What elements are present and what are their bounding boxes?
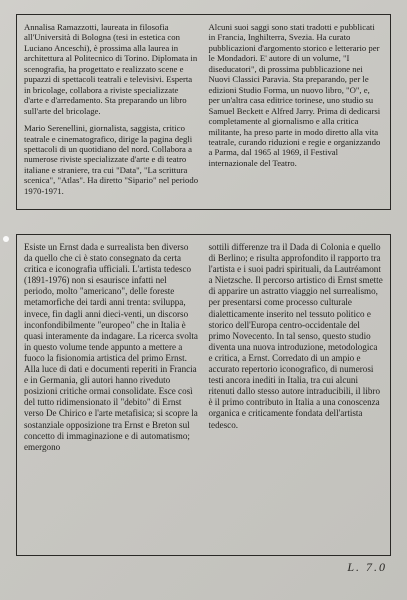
bio-right-column	[209, 22, 384, 203]
price-code: L. 7.0	[347, 560, 387, 574]
description-left-column	[24, 242, 199, 549]
description-left-text: Esiste un Ernst dada e surrealista ben diverso da quello che ci è stato consegnato da certa critica e iconografia ufficiali. L'artista tedesco (1891-1976) non si esaurisce infatti nel periodo, molto "americano", delle foreste metamorfiche dei tardi anni trenta: sviluppa, invece, fin dagli anni dieci-venti, un discorso inconfondibilmente "europeo" che in Italia è quasi interamente da indagare. La ricerca svolta in questo volume tende appunto a mettere a fuoco la fisionomia artistica del primo Ernst. Alla luce di dati e documenti reperiti in Francia e in Germania, gli autori hanno riveduto posizioni critiche ormai consolidate. Esce così del tutto ridimensionato il "debito" di Ernst verso De Chirico e l'arte metafisica; si scopre la sostanziale opposizione tra Ernst e Breton sul concetto di immaginazione e di automatismo; emergono	[24, 242, 198, 452]
book-description-box	[16, 234, 391, 556]
description-right-text: sottili differenze tra il Dada di Colonia e quello di Berlino; e risulta approfondito il rapporto tra l'artista e i suoi padri spirituali, da Lautréamont a Nietzsche. Il percorso artistico di Ernst smette di apparire un astratto viaggio nel surrealismo, per presentarsi come processo culturale dialetticamente inserito nel tessuto politico e storico dell'Europa centro-occidentale del primo Novecento. In tal senso, questo studio diventa una nuova introduzione, metodologica e critica, a Ernst. Corredato di un ampio e accurato repertorio iconografico, di numerosi testi ancora inediti in Italia, tra cui alcuni ritenuti dallo stesso autore intraducibili, il libro è il primo contributo in Italia a una conoscenza organica e criticamente fondata dell'artista tedesco.	[208, 242, 383, 430]
bio-serenellini: Mario Serenellini, giornalista, saggista, critico teatrale e cinematografico, dirige la pagina degli spettacoli di un quotidiano del nord. Collabora a numerose riviste specializzate d'arte e di teatro italiane e straniere, tra cui "Data", "La scrittura scenica", "Atlas". Ha diretto "Sipario" nel periodo 1970-1971.	[24, 123, 199, 196]
bio-ramazzotti: Annalisa Ramazzotti, laureata in filosofia all'Università di Bologna (tesi in estetica con Luciano Anceschi), è prossima alla laurea in architettura al Politecnico di Torino. Diplomata in scenografia, ha progettato e realizzato scene e pupazzi di spettacoli teatrali e televisivi. Esperta in bricolage, collabora a riviste specializzate d'arte e d'arredamento. Sta preparando un libro sull'arte del bricolage.	[24, 22, 198, 116]
authors-bio-box	[16, 14, 391, 210]
decorative-dot	[3, 236, 9, 242]
bio-serenellini-continued: Alcuni suoi saggi sono stati tradotti e pubblicati in Francia, Inghilterra, Svezia. Ha curato pubblicazioni d'argomento storico e letterario per le Mondadori. E' autore di un volume, "I diseducatori", di prossima pubblicazione nei Nuovi Classici Paravia. Sta preparando, per le edizioni Studio Forma, un nuovo libro, "O", e, per un'altra casa editrice torinese, uno studio su Samuel Beckett e Alfred Jarry. Prima di dedicarsi completamente al giornalismo e alla critica militante, ha preso parte in modo diretto alla vita teatrale, curando riduzioni e regie e organizzando a Parma, dal 1965 al 1969, il Festival internazionale del Teatro.	[208, 22, 381, 168]
description-right-column	[209, 242, 384, 549]
bio-left-column	[24, 22, 199, 203]
